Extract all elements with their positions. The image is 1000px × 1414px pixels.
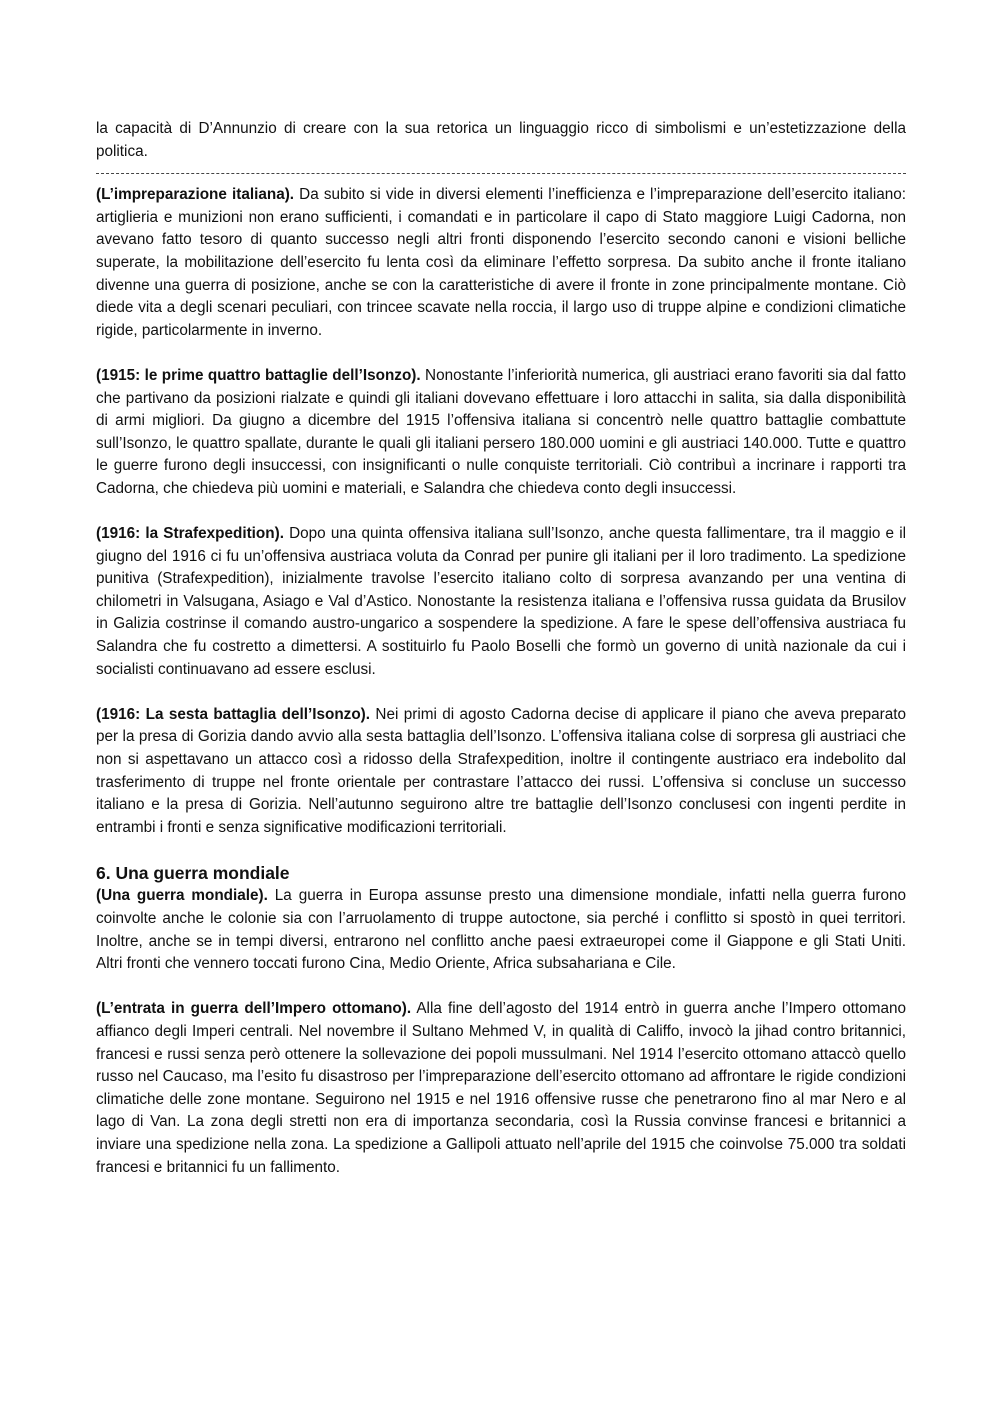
paragraph-body: Nonostante l’inferiorità numerica, gli austriaci erano favoriti sia dal fatto che partivano da posizioni rialzate e quindi gli italiani dovevano effettuare i loro attacchi in salita, sia dalla disponibilità di armi migliori. Da giugno a dicembre del 1915 l’offensiva italiana si concentrò nelle quattro battaglie combattute sull’Isonzo, le quattro spallate, durante le quali gli italiani persero 180.000 uomini e gli austriaci 140.000. Tutte e quattro le guerre furono degli insuccessi, con insignificanti o nulle conquiste territoriali. Ciò contribuì a incrinare i rapporti tra Cadorna, che chiedeva più uomini e materiali, e Salandra che chiedeva conto degli insuccessi. <box>96 366 907 497</box>
paragraph-title: (1915: le prime quattro battaglie dell’Isonzo). <box>96 366 421 384</box>
paragraph-battaglie-1915 <box>96 365 906 501</box>
paragraph-strafexpedition <box>96 523 906 681</box>
paragraph-title: (Una guerra mondiale). <box>96 887 268 905</box>
paragraph-body: Alla fine dell’agosto del 1914 entrò in guerra anche l’Impero ottomano affianco degli Imperi centrali. Nel novembre il Sultano Mehmed V, in qualità di Califfo, invocò la jihad contro britannici, francesi e russi senza però ottenere la sollevazione dei popoli mussulmani. Nel 1914 l’esercito ottomano attaccò quello russo nel Caucaso, ma l’esito fu disastroso per l’impreparazione dell’esercito ottomano ad affrontare le rigide condizioni climatiche delle zone montane. Seguirono nel 1915 e nel 1916 offensive russe che penetrarono fino al mar Nero e al lago di Van. La zona degli stretti non era di importanza secondaria, così la Russia convinse francesi e britannici a inviare una spedizione nella zona. La spedizione a Gallipoli attuato nell’aprile del 1915 che coinvolse 75.000 tra soldati francesi e britannici fu un fallimento. <box>96 1000 906 1176</box>
paragraph-body: Da subito si vide in diversi elementi l’inefficienza e l’impreparazione dell’esercito italiano: artiglieria e munizioni non erano sufficienti, i comandati e in particolare il capo di Stato maggiore Luigi Cadorna, non avevano fatto tesoro di quanto successo negli altri fronti disponendo l’esercito secondo canoni e visioni belliche superate, la mobilitazione dell’esercito fu lenta così da eliminare l’effetto sorpresa. Da subito anche il fronte italiano divenne una guerra di posizione, anche se con la caratteristiche di avere il fronte in zone principalmente montane. Ciò diede vita a degli scenari peculiari, con trincee scavate nella roccia, il largo uso di truppe alpine e condizioni climatiche rigide, particolarmente in inverno. <box>96 186 906 339</box>
paragraph-title: (L’impreparazione italiana). <box>96 186 295 204</box>
paragraph-title: (1916: La sesta battaglia dell’Isonzo). <box>96 705 371 723</box>
document-page <box>96 118 906 1179</box>
paragraph-title: (1916: la Strafexpedition). <box>96 525 284 543</box>
paragraph-body: Nei primi di agosto Cadorna decise di applicare il piano che aveva preparato per la presa di Gorizia dando avvio alla sesta battaglia dell’Isonzo. L’offensiva italiana colse di sorpresa gli austriaci che non si aspettavano un attacco così a ridosso della Strafexpedition, inoltre il contingente austriaco era indebolito dal trasferimento di truppe nel fronte orientale per contrastare l’attacco dei russi. L’offensiva si concluse un successo italiano e la presa di Gorizia. Nell’autunno seguirono altre tre battaglie dell’Isonzo conclusesi con ingenti perdite in entrambi i fronti e senza significative modificazioni territoriali. <box>96 705 906 836</box>
paragraph-guerra-mondiale <box>96 885 906 975</box>
paragraph-impreparazione <box>96 184 906 342</box>
paragraph-title: (L’entrata in guerra dell’Impero ottomano). <box>96 1000 412 1018</box>
paragraph-body: La guerra in Europa assunse presto una dimensione mondiale, infatti nella guerra furono coinvolte anche le colonie sia con l’arruolamento di truppe autoctone, sia perché i conflitto si spostò in quei territori. Inoltre, anche se in tempi diversi, entrarono nel conflitto anche paesi extraeuropei come il Giappone e gli Stati Uniti. Altri fronti che vennero toccati furono Cina, Medio Oriente, Africa subsahariana e Cile. <box>96 887 907 973</box>
paragraph-sesta-battaglia <box>96 704 906 840</box>
paragraph-impero-ottomano <box>96 998 906 1179</box>
section-divider <box>96 173 906 174</box>
section-heading: 6. Una guerra mondiale <box>96 863 290 884</box>
intro-paragraph: la capacità di D’Annunzio di creare con la sua retorica un linguaggio ricco di simbolismi e un’estetizzazione della politica. <box>96 120 906 160</box>
paragraph-body: Dopo una quinta offensiva italiana sull’Isonzo, anche questa fallimentare, tra il maggio e il giugno del 1916 ci fu un’offensiva austriaca voluta da Conrad per punire gli italiani per il loro tradimento. La spedizione punitiva (Strafexpedition), inizialmente travolse l’esercito italiano colto di sorpresa avanzando per una ventina di chilometri in Valsugana, Asiago e Val d’Astico. Nonostante la resistenza italiana e l’offensiva russa guidata da Brusilov in Galizia costrinse il comando austro-ungarico a sospendere la spedizione. A fare le spese dell’offensiva austriaca fu Salandra che fu costretto a dimettersi. A sostituirlo fu Paolo Boselli che formò un governo di unità nazionale da cui i socialisti continuavano ad essere esclusi. <box>96 525 906 678</box>
